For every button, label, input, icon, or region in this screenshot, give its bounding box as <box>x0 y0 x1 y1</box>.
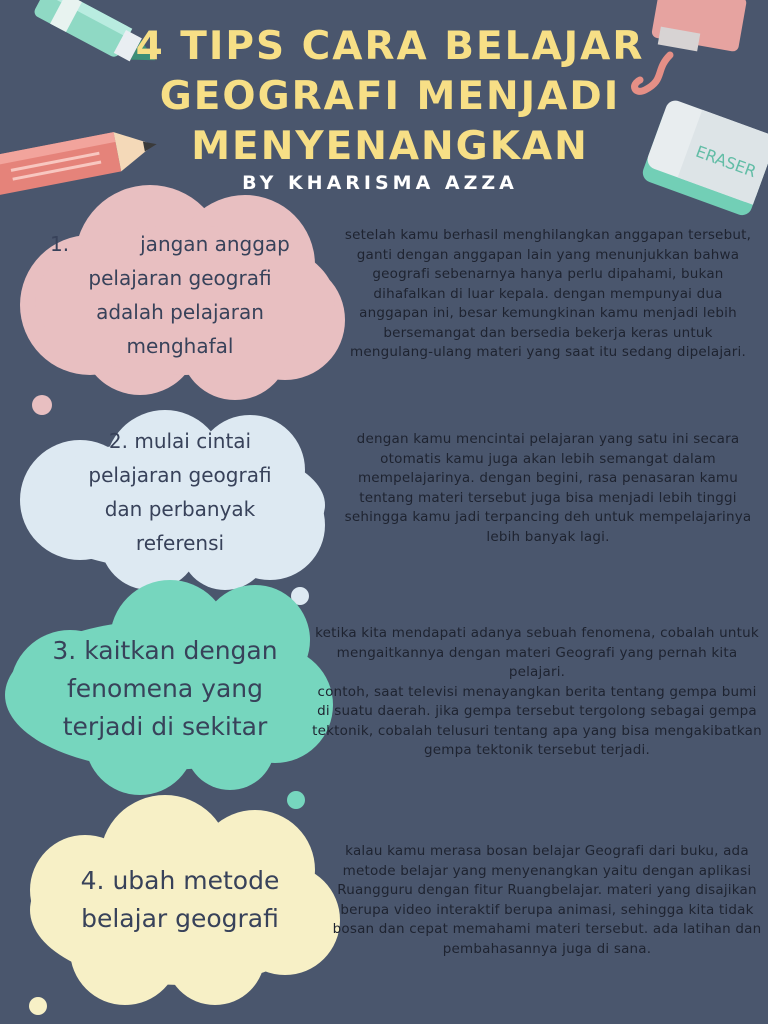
tip-1-line-3: adalah pelajaran <box>96 300 264 324</box>
tip-2-line-1: 2. mulai cintai <box>108 429 252 453</box>
tip-2-line-3: dan perbanyak <box>104 497 256 521</box>
tip-4-description: kalau kamu merasa bosan belajar Geografi dari buku, ada metode belajar yang menyenangkan yaitu dengan aplikasi Ruangguru dengan fitur Ruangbelajar. materi yang disajikan berupa video interaktif berupa animasi, sehingga kita tidak bosan dan cepat memahami materi tersebut. ada latihan dan pembahasannya juga di sana. <box>332 843 762 957</box>
tip-1-description: setelah kamu berhasil menghilangkan anggapan tersebut, ganti dengan anggapan lain yang menunjukkan bahwa geografi sebenarnya hanya perlu dipahami, bukan dihafalkan di luar kepala. dengan mempunyai dua anggapan ini, besar kemungkinan kamu menjadi lebih bersemangat dan bersedia bekerja keras untuk mengulang-ulang materi yang saat itu sedang dipelajari. <box>344 227 752 360</box>
tip-1-number: 1. <box>50 232 70 256</box>
title-line-2: GEOGRAFI MENJADI <box>159 74 621 119</box>
title-line-3: MENYENANGKAN <box>191 124 589 169</box>
tip-1-line-4: menghafal <box>126 334 234 358</box>
tip-3-line-3: terjadi di sekitar <box>62 712 268 741</box>
tip-2-line-2: pelajaran geografi <box>88 463 272 487</box>
tip-3-description <box>312 624 762 761</box>
tip-3-description-1: ketika kita mendapati adanya sebuah fenomena, cobalah untuk mengaitkannya dengan materi Geografi yang pernah kita pelajari. <box>315 625 759 680</box>
tip-4-title <box>40 862 320 938</box>
tip-1-line-1: jangan anggap <box>140 232 290 256</box>
tip-4-line-2: belajar geografi <box>81 904 279 933</box>
byline: BY KHARISMA AZZA <box>242 172 518 194</box>
tip-3-title <box>20 632 310 746</box>
tip-4-line-1: 4. ubah metode <box>80 866 280 895</box>
title-line-1: 4 TIPS CARA BELAJAR <box>135 24 645 69</box>
eraser-label: ERASER <box>693 141 759 182</box>
tip-3-description-2: contoh, saat televisi menayangkan berita tentang gempa bumi di suatu daerah. jika gempa tersebut tergolong sebagai gempa tektonik, cobalah telusuri tentang apa yang bisa mengakibatkan gempa tektonik tersebut terjadi. <box>312 683 762 758</box>
tip-2-description: dengan kamu mencintai pelajaran yang satu ini secara otomatis kamu juga akan lebih semangat dalam mempelajarinya. dengan begini, rasa penasaran kamu tentang materi tersebut juga bisa menjadi lebih tinggi sehingga kamu jadi terpancing deh untuk mempelajarinya lebih banyak lagi. <box>344 431 752 545</box>
tip-2-title <box>40 424 320 560</box>
tip-1-title <box>50 227 310 363</box>
tip-1-line-2: pelajaran geografi <box>88 266 272 290</box>
tip-3-line-2: fenomena yang <box>67 674 263 703</box>
tip-2-line-4: referensi <box>135 531 225 555</box>
tip-3-line-1: 3. kaitkan dengan <box>52 636 278 665</box>
